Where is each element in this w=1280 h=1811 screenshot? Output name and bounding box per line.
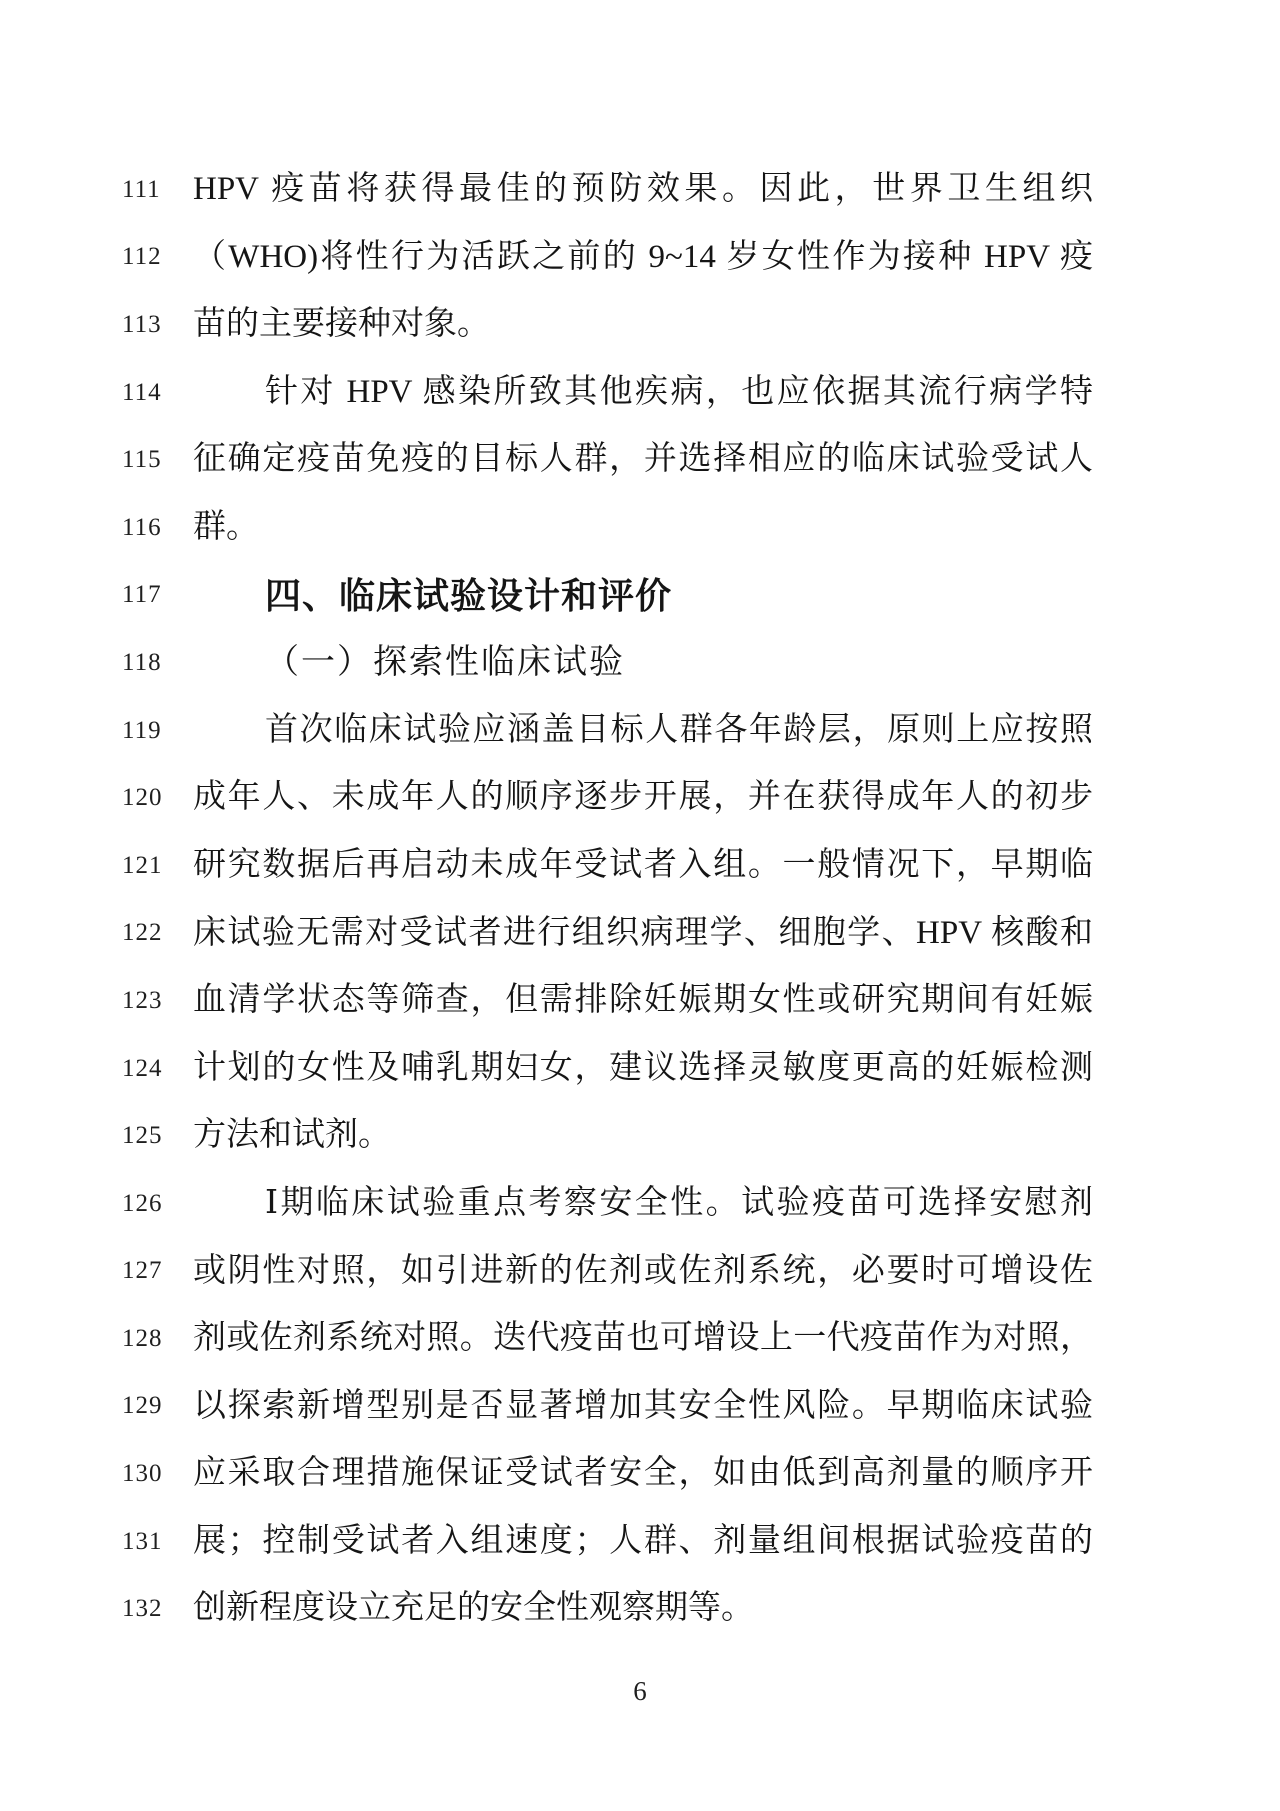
line-text: 以探索新增型别是否显著增加其安全性风险。早期临床试验 xyxy=(193,1387,1093,1424)
document-line xyxy=(0,1035,1280,1103)
line-number: 120 xyxy=(122,784,163,812)
document-line xyxy=(0,156,1280,224)
line-text: 应采取合理措施保证受试者安全，如由低到高剂量的顺序开 xyxy=(193,1455,1093,1492)
document-line xyxy=(0,1575,1280,1643)
line-number: 128 xyxy=(122,1324,163,1352)
line-number: 130 xyxy=(122,1460,163,1488)
line-text: 征确定疫苗免疫的目标人群，并选择相应的临床试验受试人 xyxy=(193,441,1093,478)
line-text: 展；控制受试者入组速度；人群、剂量组间根据试验疫苗的 xyxy=(193,1522,1093,1559)
line-number: 123 xyxy=(122,986,163,1014)
line-text: （WHO)将性行为活跃之前的 9~14 岁女性作为接种 HPV 疫 xyxy=(193,238,1093,275)
line-number: 121 xyxy=(122,851,163,879)
document-line xyxy=(0,1508,1280,1576)
document-line xyxy=(0,359,1280,427)
document-line xyxy=(0,1102,1280,1170)
document-line xyxy=(0,1238,1280,1306)
line-text: 血清学状态等筛查，但需排除妊娠期女性或研究期间有妊娠 xyxy=(193,982,1093,1019)
line-number: 114 xyxy=(122,378,162,406)
document-line xyxy=(0,1170,1280,1238)
line-number: 129 xyxy=(122,1392,163,1420)
line-text: 创新程度设立充足的安全性观察期等。 xyxy=(193,1590,754,1627)
document-line xyxy=(0,832,1280,900)
document-line xyxy=(0,1440,1280,1508)
line-number: 115 xyxy=(122,446,162,474)
line-text: 苗的主要接种对象。 xyxy=(193,306,490,343)
document-line xyxy=(0,562,1280,630)
line-number: 122 xyxy=(122,919,163,947)
document-line xyxy=(0,764,1280,832)
line-text: Ⅰ期临床试验重点考察安全性。试验疫苗可选择安慰剂 xyxy=(265,1184,1093,1221)
line-text: 或阴性对照，如引进新的佐剂或佐剂系统，必要时可增设佐 xyxy=(193,1252,1093,1289)
document-line xyxy=(0,1305,1280,1373)
document-line xyxy=(0,224,1280,292)
document-line xyxy=(0,629,1280,697)
line-number: 112 xyxy=(122,243,162,271)
line-text: 床试验无需对受试者进行组织病理学、细胞学、HPV 核酸和 xyxy=(193,914,1093,951)
line-text: 剂或佐剂系统对照。迭代疫苗也可增设上一代疫苗作为对照， xyxy=(193,1320,1093,1357)
document-line xyxy=(0,291,1280,359)
line-number: 132 xyxy=(122,1595,163,1623)
document-body xyxy=(0,156,1280,1643)
line-text: 计划的女性及哺乳期妇女，建议选择灵敏度更高的妊娠检测 xyxy=(193,1049,1093,1086)
line-number: 127 xyxy=(122,1257,163,1285)
document-line xyxy=(0,697,1280,765)
line-text: 首次临床试验应涵盖目标人群各年龄层，原则上应按照 xyxy=(265,711,1093,748)
line-text: 研究数据后再启动未成年受试者入组。一般情况下，早期临 xyxy=(193,846,1093,883)
document-line xyxy=(0,967,1280,1035)
line-text: 方法和试剂。 xyxy=(193,1117,391,1154)
line-number: 119 xyxy=(122,716,162,744)
line-number: 117 xyxy=(122,581,162,609)
line-number: 113 xyxy=(122,310,162,338)
page-number: 6 xyxy=(633,1676,647,1706)
line-number: 126 xyxy=(122,1189,163,1217)
line-number: 124 xyxy=(122,1054,163,1082)
line-number: 118 xyxy=(122,648,162,676)
line-text: 针对 HPV 感染所致其他疾病，也应依据其流行病学特 xyxy=(265,373,1093,410)
line-text: HPV 疫苗将获得最佳的预防效果。因此，世界卫生组织 xyxy=(193,171,1093,207)
line-text: 成年人、未成年人的顺序逐步开展，并在获得成年人的初步 xyxy=(193,779,1093,816)
line-text: （一）探索性临床试验 xyxy=(265,644,625,682)
document-line xyxy=(0,900,1280,968)
line-number: 131 xyxy=(122,1527,163,1555)
line-text: 四、临床试验设计和评价 xyxy=(265,574,673,616)
document-line xyxy=(0,1373,1280,1441)
line-number: 116 xyxy=(122,513,162,541)
document-line xyxy=(0,494,1280,562)
line-text: 群。 xyxy=(193,508,259,545)
document-line xyxy=(0,426,1280,494)
line-number: 111 xyxy=(122,175,161,203)
line-number: 125 xyxy=(122,1122,163,1150)
